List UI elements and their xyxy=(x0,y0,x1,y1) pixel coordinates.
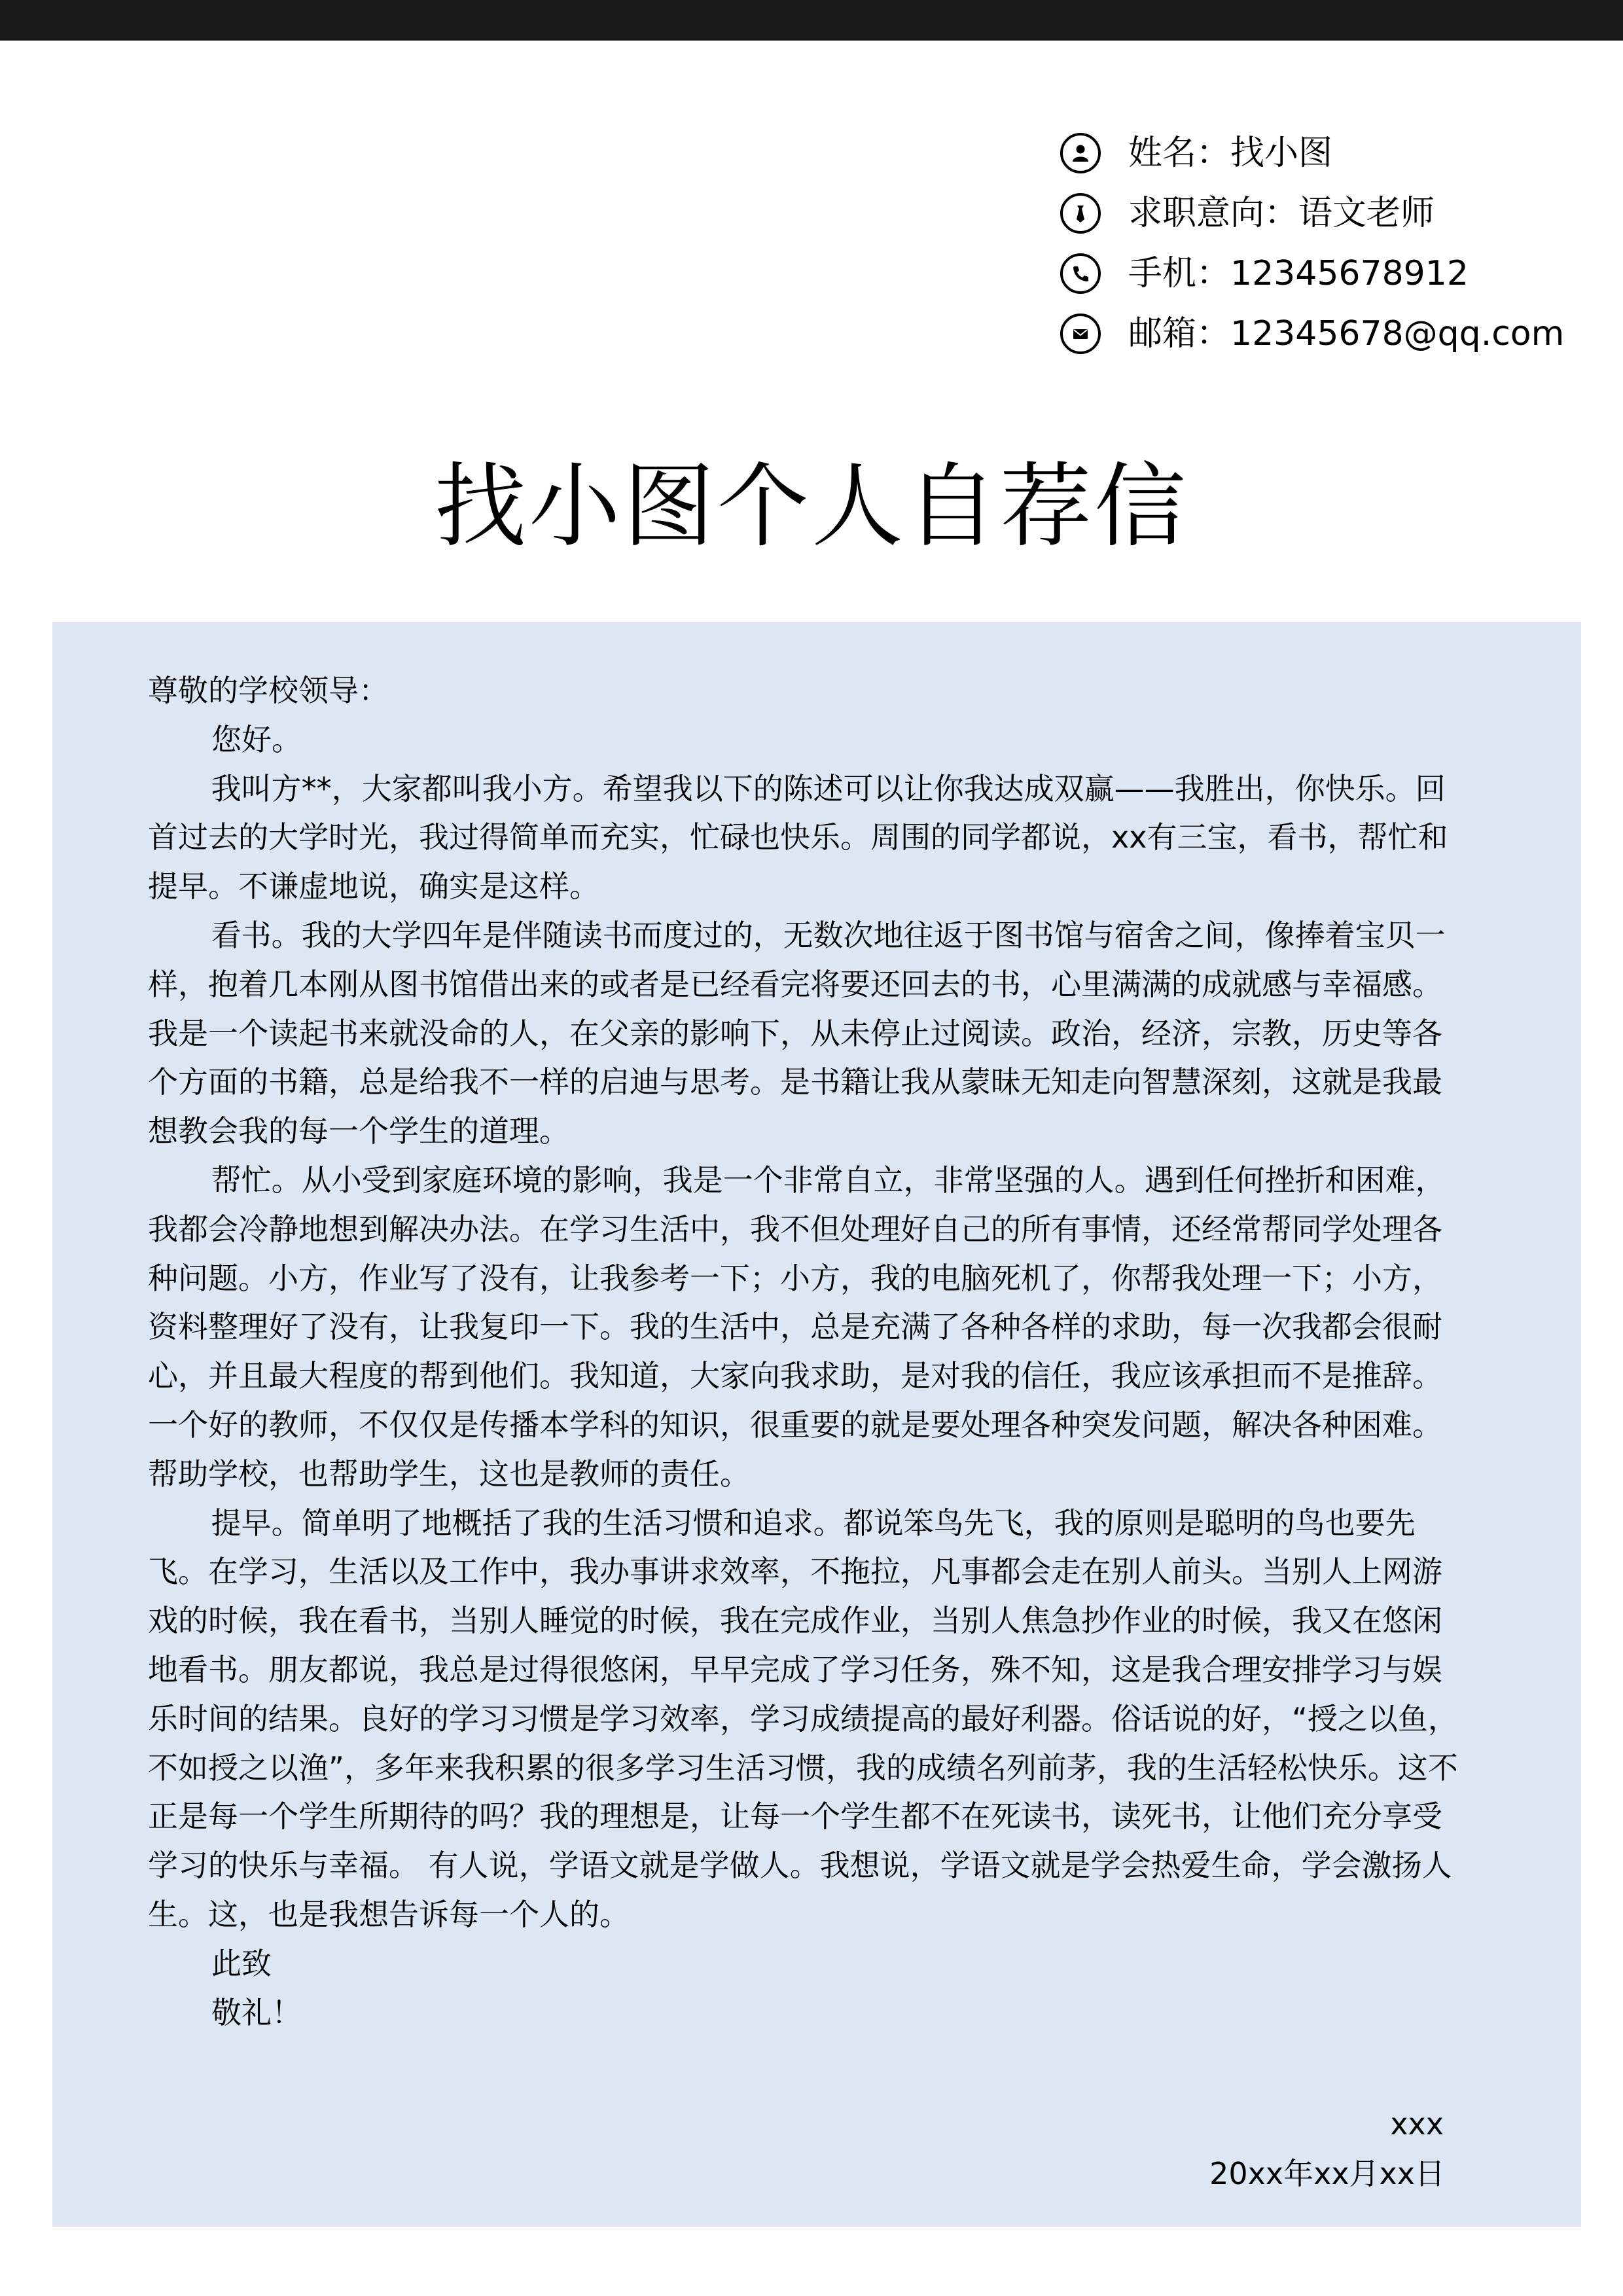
letter-paragraph: 我叫方**，大家都叫我小方。希望我以下的陈述可以让你我达成双赢——我胜出，你快乐。回首过去的大学时光，我过得简单而充实，忙碌也快乐。周围的同学都说，xx有三宝，看书，帮忙和提早。不谦虚地说，确实是这样。 xyxy=(148,770,1448,905)
phone-icon xyxy=(1060,253,1101,294)
page-title: 找小图个人自荐信 xyxy=(434,454,1188,560)
mail-icon xyxy=(1060,314,1101,354)
contact-name-row xyxy=(1060,123,1564,183)
letter-signature: xxx xyxy=(1390,2106,1444,2142)
tie-icon xyxy=(1060,193,1101,234)
letter-body xyxy=(148,666,1466,2037)
letter-paragraph: 看书。我的大学四年是伴随读书而度过的，无数次地往返于图书馆与宿舍之间，像捧着宝贝一样，抱着几本刚从图书馆借出来的或者是已经看完将要还回去的书，心里满满的成就感与幸福感。我是一个读起书来就没命的人，在父亲的影响下，从未停止过阅读。政治，经济，宗教，历史等各个方面的书籍，总是给我不一样的启迪与思考。是书籍让我从蒙昧无知走向智慧深刻，这就是我最想教会我的每一个学生的道理。 xyxy=(148,917,1446,1149)
contact-email: 邮箱：12345678@qq.com xyxy=(1128,314,1565,353)
contact-phone-row xyxy=(1060,243,1564,304)
contact-intent: 求职意向：语文老师 xyxy=(1128,194,1435,233)
letter-greeting: 您好。 xyxy=(211,721,302,757)
contact-name: 姓名：找小图 xyxy=(1128,134,1333,173)
person-icon xyxy=(1060,133,1101,173)
letter-date: 20xx年xx月xx日 xyxy=(1209,2156,1445,2191)
letter-closing-2: 敬礼！ xyxy=(211,1994,302,2030)
letter-paragraph: 帮忙。从小受到家庭环境的影响，我是一个非常自立，非常坚强的人。遇到任何挫折和困难，我都会冷静地想到解决办法。在学习生活中，我不但处理好自己的所有事情，还经常帮同学处理各种问题。小方，作业写了没有，让我参考一下；小方，我的电脑死机了，你帮我处理一下；小方，资料整理好了没有，让我复印一下。我的生活中，总是充满了各种各样的求助，每一次我都会很耐心，并且最大程度的帮到他们。我知道，大家向我求助，是对我的信任，我应该承担而不是推辞。一个好的教师，不仅仅是传播本学科的知识，很重要的就是要处理各种突发问题，解决各种困难。帮助学校，也帮助学生，这也是教师的责任。 xyxy=(148,1162,1446,1492)
contact-phone: 手机：12345678912 xyxy=(1128,254,1469,293)
letter-salutation: 尊敬的学校领导： xyxy=(148,673,389,708)
letter-closing-1: 此致 xyxy=(211,1945,272,1981)
contact-info xyxy=(1060,123,1564,364)
top-bar xyxy=(0,0,1623,41)
letter-panel xyxy=(52,622,1581,2227)
contact-intent-row xyxy=(1060,183,1564,243)
letter-paragraph: 提早。简单明了地概括了我的生活习惯和追求。都说笨鸟先飞，我的原则是聪明的鸟也要先飞。在学习，生活以及工作中，我办事讲求效率，不拖拉，凡事都会走在别人前头。当别人上网游戏的时候，我在看书，当别人睡觉的时候，我在完成作业，当别人焦急抄作业的时候，我又在悠闲地看书。朋友都说，我总是过得很悠闲，早早完成了学习任务，殊不知，这是我合理安排学习与娱乐时间的结果。良好的学习习惯是学习效率，学习成绩提高的最好利器。俗话说的好，“授之以鱼，不如授之以渔”，多年来我积累的很多学习生活习惯，我的成绩名列前茅，我的生活轻松快乐。这不正是每一个学生所期待的吗？我的理想是，让每一个学生都不在死读书，读死书，让他们充分享受学习的快乐与幸福。 有人说，学语文就是学做人。我想说，学语文就是学会热爱生命，学会激扬人生。这，也是我想告诉每一个人的。 xyxy=(148,1505,1458,1932)
contact-email-row xyxy=(1060,304,1564,364)
